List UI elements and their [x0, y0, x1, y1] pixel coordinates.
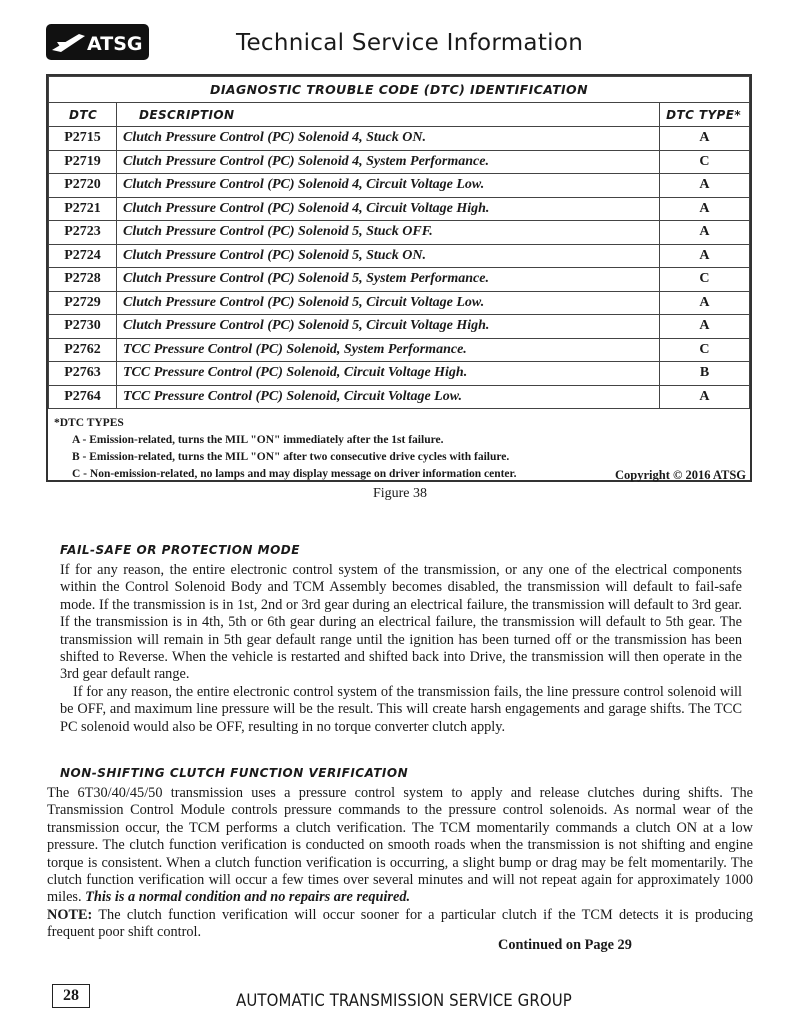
column-header-dtc-type: DTC TYPE* [659, 103, 749, 127]
dtc-description: Clutch Pressure Control (PC) Solenoid 4, Circuit Voltage Low. [117, 174, 660, 198]
failsafe-paragraph: If for any reason, the entire electronic control system of the transmission fails, the line pressure control solenoid will be OFF, and maximum line pressure will be the result. This will create harsh engagements and garage shifts. The TCC PC solenoid would also be OFF, resulting in no torque converter clutch apply. [60, 683, 742, 735]
dtc-type-definition-b: B - Emission-related, turns the MIL "ON" after two consecutive drive cycles with failure. [72, 451, 510, 463]
dtc-type: A [659, 385, 749, 409]
continued-notice: Continued on Page 29 [498, 937, 632, 953]
dtc-type: A [659, 244, 749, 268]
dtc-code: P2763 [49, 362, 117, 386]
dtc-type: C [659, 268, 749, 292]
dtc-code: P2729 [49, 291, 117, 315]
section-heading-failsafe: FAIL-SAFE OR PROTECTION MODE [60, 543, 300, 557]
dtc-type: C [659, 150, 749, 174]
table-row [49, 244, 750, 268]
dtc-type: C [659, 338, 749, 362]
table-row [49, 362, 750, 386]
dtc-type: A [659, 197, 749, 221]
dtc-code: P2715 [49, 127, 117, 151]
dtc-type: B [659, 362, 749, 386]
table-row [49, 315, 750, 339]
atsg-logo [46, 24, 149, 60]
dtc-description: Clutch Pressure Control (PC) Solenoid 4, System Performance. [117, 150, 660, 174]
dtc-code: P2730 [49, 315, 117, 339]
dtc-type: A [659, 127, 749, 151]
dtc-code: P2720 [49, 174, 117, 198]
dtc-table [48, 76, 750, 409]
dtc-description: Clutch Pressure Control (PC) Solenoid 5, Circuit Voltage High. [117, 315, 660, 339]
failsafe-paragraph: If for any reason, the entire electronic control system of the transmission, or any one of the electrical components within the Control Solenoid Body and TCM Assembly becomes disabled, the transmission will default to fail-safe mode. If the transmission is in 1st, 2nd or 3rd gear during an electrical failure, the transmission will default to 3rd gear. If the transmission is in 4th, 5th or 6th gear during an electrical failure, the transmission will default to 5th gear. The transmission will remain in 5th gear default range until the ignition has been turned off or the transmission has been shifted to Reverse. When the vehicle is restarted and shifted back into Drive, the transmission will then operate in the 3rd gear default range. [60, 562, 742, 683]
dtc-code: P2764 [49, 385, 117, 409]
dtc-description: Clutch Pressure Control (PC) Solenoid 4, Circuit Voltage High. [117, 197, 660, 221]
page-title: Technical Service Information [236, 30, 584, 56]
dtc-types-title: *DTC TYPES [54, 417, 124, 429]
dtc-description: Clutch Pressure Control (PC) Solenoid 5, Stuck ON. [117, 244, 660, 268]
dtc-type: A [659, 221, 749, 245]
dtc-description: Clutch Pressure Control (PC) Solenoid 5, Stuck OFF. [117, 221, 660, 245]
dtc-description: TCC Pressure Control (PC) Solenoid, System Performance. [117, 338, 660, 362]
dtc-code: P2762 [49, 338, 117, 362]
dtc-code: P2721 [49, 197, 117, 221]
dtc-code: P2728 [49, 268, 117, 292]
footer-organization: AUTOMATIC TRANSMISSION SERVICE GROUP [236, 991, 572, 1011]
dtc-type-definition-c: C - Non-emission-related, no lamps and may display message on driver information center. [72, 468, 517, 480]
table-row [49, 150, 750, 174]
column-header-description: DESCRIPTION [117, 103, 660, 127]
dtc-type-definition-a: A - Emission-related, turns the MIL "ON" immediately after the 1st failure. [72, 434, 444, 446]
page-number: 28 [52, 984, 90, 1008]
dtc-identification-box [46, 74, 752, 482]
note-text: The clutch function verification will occur sooner for a particular clutch if the TCM detects it is producing frequent poor shift control. [47, 906, 753, 941]
dtc-type: A [659, 291, 749, 315]
dtc-table-banner: DIAGNOSTIC TROUBLE CODE (DTC) IDENTIFICATION [49, 77, 750, 103]
table-row [49, 197, 750, 221]
table-row [49, 174, 750, 198]
dtc-description: Clutch Pressure Control (PC) Solenoid 5, Circuit Voltage Low. [117, 291, 660, 315]
table-row [49, 127, 750, 151]
copyright-notice: Copyright © 2016 ATSG [615, 468, 746, 482]
dtc-code: P2723 [49, 221, 117, 245]
verification-body [47, 785, 753, 942]
dtc-description: TCC Pressure Control (PC) Solenoid, Circuit Voltage Low. [117, 385, 660, 409]
dtc-description: Clutch Pressure Control (PC) Solenoid 5, System Performance. [117, 268, 660, 292]
note-label: NOTE: [47, 906, 93, 923]
figure-caption: Figure 38 [372, 486, 428, 501]
dtc-description: TCC Pressure Control (PC) Solenoid, Circuit Voltage High. [117, 362, 660, 386]
dtc-code: P2719 [49, 150, 117, 174]
dtc-type: A [659, 315, 749, 339]
verification-text: The 6T30/40/45/50 transmission uses a pressure control system to apply and release clutches during shifts. The Transmission Control Module controls pressure commands to the pressure control solenoids. As normal wear of the transmission occur, the TCM performs a clutch verification. The TCM momentarily commands a clutch ON at a low pressure. The clutch function verification is conducted on smooth roads when the transmission is not shifting and engine torque is consistent. When a clutch function verification is occurring, a slight bump or drag may be felt momentarily. The clutch function verification will occur a few times over several minutes and will not repeat again for approximately 1000 miles. [47, 785, 753, 906]
dtc-description: Clutch Pressure Control (PC) Solenoid 4, Stuck ON. [117, 127, 660, 151]
failsafe-body [60, 562, 742, 736]
dtc-type: A [659, 174, 749, 198]
table-row [49, 221, 750, 245]
emphasis-text: This is a normal condition and no repairs are required. [85, 889, 411, 906]
table-row [49, 291, 750, 315]
section-heading-verification: NON-SHIFTING CLUTCH FUNCTION VERIFICATION [60, 766, 409, 780]
column-header-dtc: DTC [49, 103, 117, 127]
logo-text: ATSG [87, 33, 143, 55]
dtc-types-legend [48, 409, 750, 487]
verification-paragraph [47, 785, 753, 942]
table-row [49, 268, 750, 292]
table-row [49, 385, 750, 409]
table-row [49, 338, 750, 362]
dtc-code: P2724 [49, 244, 117, 268]
